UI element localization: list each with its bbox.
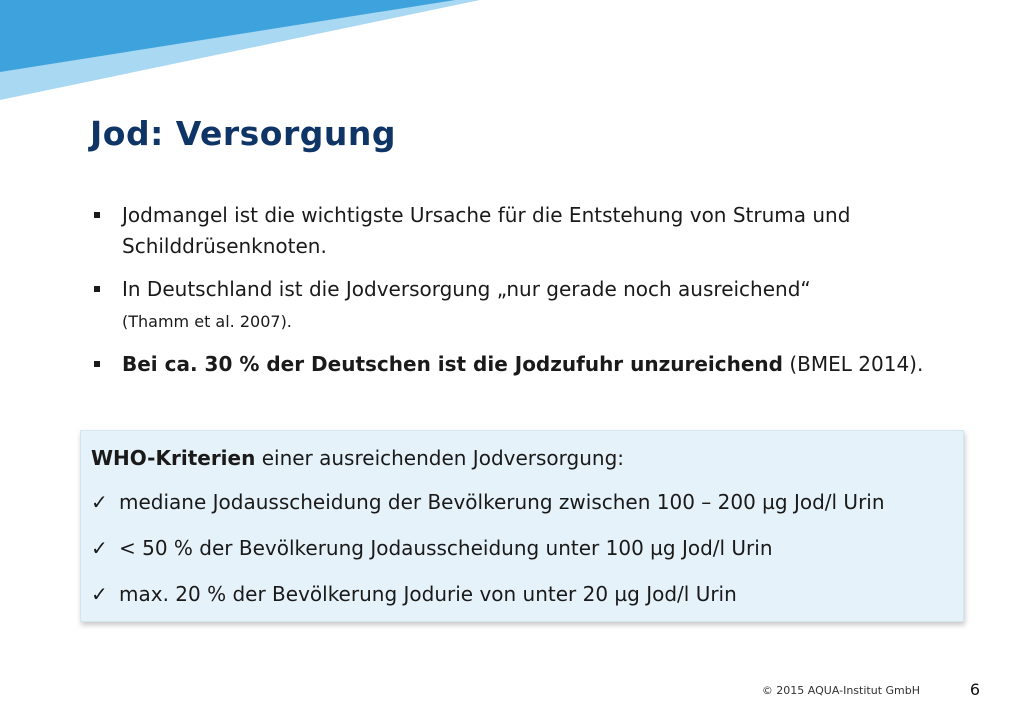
bullet-item <box>92 349 992 380</box>
who-criteria-heading <box>91 443 953 473</box>
bullet-citation: (BMEL 2014). <box>783 352 924 376</box>
slide-title: Jod: Versorgung <box>90 114 396 153</box>
copyright-footer: © 2015 AQUA-Institut GmbH <box>761 684 920 697</box>
criteria-item <box>91 487 953 517</box>
who-criteria-box <box>80 430 964 622</box>
checkmark-icon: ✓ <box>91 582 108 606</box>
criteria-text: max. 20 % der Bevölkerung Jodurie von unter 20 µg Jod/l Urin <box>119 582 737 606</box>
page-number: 6 <box>969 680 980 699</box>
bullet-item <box>92 274 992 337</box>
criteria-item <box>91 579 953 609</box>
bullet-bold-text: Bei ca. 30 % der Deutschen ist die Jodzufuhr unzureichend <box>122 352 783 376</box>
criteria-text: < 50 % der Bevölkerung Jodausscheidung unter 100 µg Jod/l Urin <box>119 536 773 560</box>
bullet-item <box>92 200 992 262</box>
square-bullet-icon <box>94 361 100 367</box>
bullet-text-line: Schilddrüsenknoten. <box>122 234 327 258</box>
criteria-text: mediane Jodausscheidung der Bevölkerung zwischen 100 – 200 µg Jod/l Urin <box>119 490 885 514</box>
square-bullet-icon <box>94 286 100 292</box>
square-bullet-icon <box>94 212 100 218</box>
bullet-text-line: Jodmangel ist die wichtigste Ursache für die Entstehung von Struma und <box>122 203 851 227</box>
bullet-list <box>92 200 992 392</box>
who-criteria-heading-bold: WHO-Kriterien <box>91 446 256 470</box>
corner-decoration <box>0 0 480 100</box>
who-criteria-heading-rest: einer ausreichenden Jodversorgung: <box>255 446 625 470</box>
bullet-citation: (Thamm et al. 2007). <box>122 312 292 331</box>
checkmark-icon: ✓ <box>91 490 108 514</box>
bullet-text-line: In Deutschland ist die Jodversorgung „nur gerade noch ausreichend“ <box>122 277 811 301</box>
criteria-item <box>91 533 953 563</box>
checkmark-icon: ✓ <box>91 536 108 560</box>
